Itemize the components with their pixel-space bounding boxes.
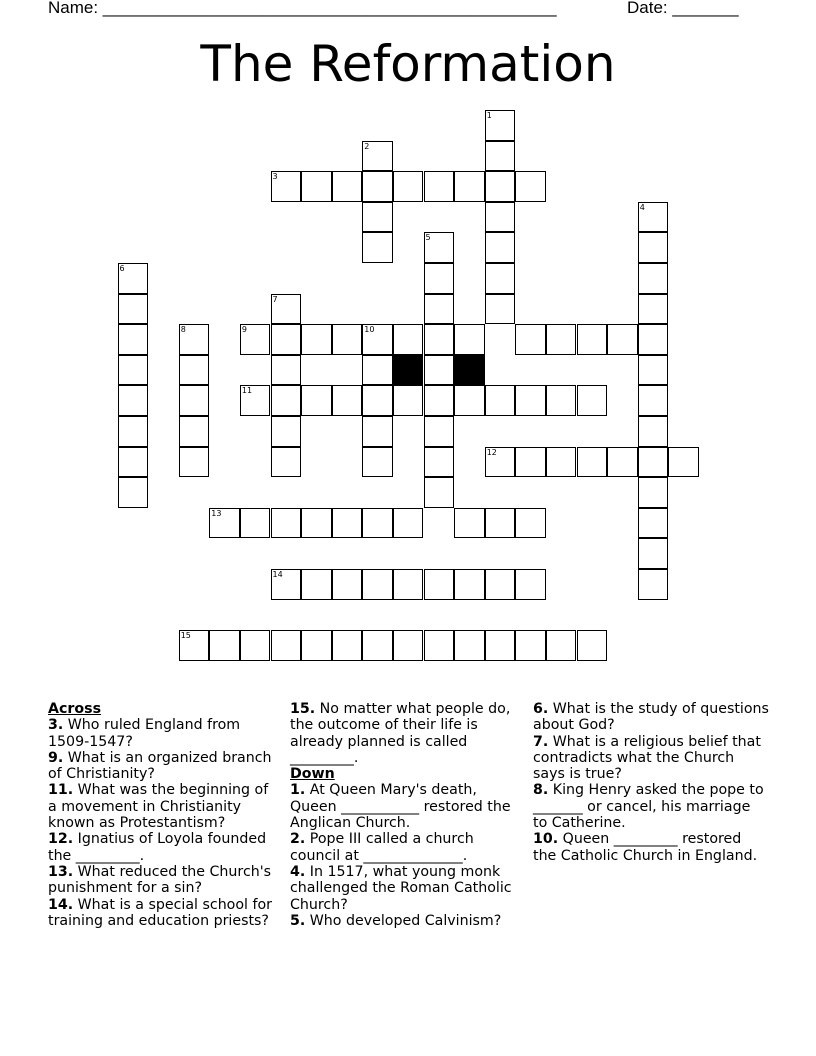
grid-cell[interactable] <box>638 355 669 386</box>
grid-cell[interactable] <box>332 630 363 661</box>
grid-cell[interactable] <box>118 447 149 478</box>
clue-item-text: Ignatius of Loyola founded the _________. <box>48 831 267 864</box>
clue-item <box>533 782 769 831</box>
grid-cell[interactable] <box>271 630 302 661</box>
grid-cell[interactable] <box>515 324 546 355</box>
grid-cell[interactable] <box>485 630 516 661</box>
grid-cell[interactable] <box>271 355 302 386</box>
clue-item-text: What is the study of questions about God? <box>533 701 769 734</box>
grid-cell[interactable] <box>240 385 271 416</box>
grid-cell[interactable] <box>424 355 455 386</box>
clue-item-text: What is an organized branch of Christianity? <box>48 749 272 783</box>
clue-item <box>48 831 280 864</box>
clue-item-number: 13. <box>48 863 74 880</box>
clue-column-2 <box>290 701 526 929</box>
grid-cell[interactable] <box>301 171 332 202</box>
clue-item <box>48 717 280 750</box>
grid-cell[interactable] <box>271 385 302 416</box>
grid-cell[interactable] <box>362 232 393 263</box>
grid-cell[interactable] <box>301 569 332 600</box>
clue-item-number: 15. <box>290 701 316 717</box>
down-clue-list <box>290 782 526 929</box>
grid-cell[interactable] <box>362 355 393 386</box>
grid-cell[interactable] <box>118 355 149 386</box>
clue-item <box>290 913 526 929</box>
clue-item-text: Who developed Calvinism? <box>309 912 502 929</box>
clue-item-text: King Henry asked the pope to _______ or cancel, his marriage to Catherine. <box>533 782 764 832</box>
grid-cell[interactable] <box>607 324 638 355</box>
grid-cell[interactable] <box>424 324 455 355</box>
grid-cell[interactable] <box>179 324 210 355</box>
grid-cell[interactable] <box>454 508 485 539</box>
grid-cell[interactable] <box>424 416 455 447</box>
grid-cell[interactable] <box>362 447 393 478</box>
grid-cell[interactable] <box>515 569 546 600</box>
clue-item <box>533 734 769 783</box>
clue-number: 7 <box>272 294 278 304</box>
grid-cell[interactable] <box>638 232 669 263</box>
clue-item <box>48 782 280 831</box>
clue-item-number: 1. <box>290 782 306 799</box>
clue-number: 1 <box>486 111 492 120</box>
down-clue-list-continued <box>533 701 769 864</box>
grid-cell[interactable] <box>638 294 669 325</box>
black-cell <box>454 355 485 386</box>
clue-item-text: What was the beginning of a movement in Christianity known as Protestantism? <box>48 782 269 832</box>
grid-cell[interactable] <box>607 447 638 478</box>
grid-cell[interactable] <box>332 385 363 416</box>
clue-item-text: What is a special school for training and education priests? <box>48 896 273 929</box>
clue-item-number: 7. <box>533 733 549 750</box>
grid-cell[interactable] <box>515 171 546 202</box>
clue-item-number: 5. <box>290 912 306 929</box>
grid-cell[interactable] <box>332 324 363 355</box>
clue-number: 13 <box>211 508 222 518</box>
across-clue-list-continued <box>290 701 526 766</box>
clue-item-number: 3. <box>48 717 64 734</box>
grid-cell[interactable] <box>485 385 516 416</box>
clue-number: 6 <box>119 264 125 273</box>
grid-cell[interactable] <box>271 171 302 202</box>
clue-number: 2 <box>364 141 370 151</box>
grid-cell[interactable] <box>362 324 393 355</box>
clue-item-text: In 1517, what young monk challenged the Roman Catholic Church? <box>290 863 512 913</box>
grid-cell[interactable] <box>485 202 516 233</box>
clue-number: 8 <box>180 325 186 335</box>
clue-item <box>290 701 526 766</box>
grid-cell[interactable] <box>485 508 516 539</box>
grid-cell[interactable] <box>179 355 210 386</box>
grid-cell[interactable] <box>332 569 363 600</box>
clue-item-number: 6. <box>533 701 549 717</box>
grid-cell[interactable] <box>638 538 669 569</box>
grid-cell[interactable] <box>638 416 669 447</box>
grid-cell[interactable] <box>271 508 302 539</box>
grid-cell[interactable] <box>577 447 608 478</box>
clue-number: 15 <box>180 631 191 641</box>
grid-cell[interactable] <box>577 324 608 355</box>
grid-cell[interactable] <box>638 263 669 294</box>
clue-column-1 <box>48 701 280 929</box>
clue-number: 12 <box>486 447 497 457</box>
grid-cell[interactable] <box>393 569 424 600</box>
grid-cell[interactable] <box>424 569 455 600</box>
grid-cell[interactable] <box>638 324 669 355</box>
grid-cell[interactable] <box>454 569 485 600</box>
clue-number: 11 <box>241 386 253 396</box>
page-title: The Reformation <box>200 35 616 93</box>
clue-item-text: What is a religious belief that contradicts what the Church says is true? <box>533 733 761 783</box>
grid-cell[interactable] <box>118 294 149 325</box>
grid-cell[interactable] <box>393 630 424 661</box>
grid-cell[interactable] <box>209 508 240 539</box>
grid-cell[interactable] <box>454 324 485 355</box>
grid-cell[interactable] <box>638 202 669 233</box>
grid-cell[interactable] <box>362 385 393 416</box>
date-field-label: Date: _______ <box>627 0 739 17</box>
grid-cell[interactable] <box>424 171 455 202</box>
clue-column-3 <box>533 701 769 864</box>
clue-item-number: 14. <box>48 896 74 913</box>
grid-cell[interactable] <box>424 232 455 263</box>
grid-cell[interactable] <box>362 630 393 661</box>
grid-cell[interactable] <box>485 569 516 600</box>
grid-cell[interactable] <box>515 630 546 661</box>
grid-cell[interactable] <box>424 477 455 508</box>
grid-cell[interactable] <box>362 416 393 447</box>
grid-cell[interactable] <box>362 508 393 539</box>
grid-cell[interactable] <box>209 630 240 661</box>
grid-cell[interactable] <box>485 447 516 478</box>
clue-item <box>48 864 280 897</box>
grid-cell[interactable] <box>301 508 332 539</box>
grid-cell[interactable] <box>454 630 485 661</box>
grid-cell[interactable] <box>118 385 149 416</box>
grid-cell[interactable] <box>454 385 485 416</box>
grid-cell[interactable] <box>638 447 669 478</box>
clue-number: 9 <box>241 325 247 335</box>
clue-number: 5 <box>425 233 431 243</box>
grid-cell[interactable] <box>240 324 271 355</box>
clue-item-text: Pope III called a church council at ______________. <box>290 831 474 864</box>
grid-cell[interactable] <box>454 171 485 202</box>
grid-cell[interactable] <box>271 324 302 355</box>
grid-cell[interactable] <box>393 385 424 416</box>
clue-item-text: At Queen Mary's death, Queen ___________ restored the Anglican Church. <box>290 782 511 832</box>
clue-item <box>290 782 526 831</box>
grid-cell[interactable] <box>485 171 516 202</box>
grid-cell[interactable] <box>515 508 546 539</box>
clue-item-number: 12. <box>48 831 74 848</box>
grid-cell[interactable] <box>118 324 149 355</box>
clue-item-text: No matter what people do, the outcome of their life is already planned is called _________. <box>290 701 511 766</box>
grid-cell[interactable] <box>362 202 393 233</box>
grid-cell[interactable] <box>424 263 455 294</box>
clue-item <box>533 831 769 864</box>
grid-cell[interactable] <box>424 630 455 661</box>
clue-item <box>533 701 769 734</box>
clue-item-number: 8. <box>533 782 549 799</box>
clue-number: 4 <box>639 202 645 212</box>
name-field-label: Name: ________________________________________________ <box>48 0 557 17</box>
clue-item-number: 10. <box>533 831 559 848</box>
grid-cell[interactable] <box>393 508 424 539</box>
grid-cell[interactable] <box>118 263 149 294</box>
grid-cell[interactable] <box>485 141 516 172</box>
grid-cell[interactable] <box>485 294 516 325</box>
grid-cell[interactable] <box>332 171 363 202</box>
grid-cell[interactable] <box>577 385 608 416</box>
grid-cell[interactable] <box>485 232 516 263</box>
grid-cell[interactable] <box>362 569 393 600</box>
grid-cell[interactable] <box>638 508 669 539</box>
grid-cell[interactable] <box>424 385 455 416</box>
grid-cell[interactable] <box>301 324 332 355</box>
grid-cell[interactable] <box>271 416 302 447</box>
grid-cell[interactable] <box>546 630 577 661</box>
grid-cell[interactable] <box>638 569 669 600</box>
down-heading: Down <box>290 766 335 783</box>
grid-cell[interactable] <box>424 447 455 478</box>
across-clue-list <box>48 717 280 929</box>
clue-item <box>290 864 526 913</box>
grid-cell[interactable] <box>240 630 271 661</box>
grid-cell[interactable] <box>393 324 424 355</box>
grid-cell[interactable] <box>515 385 546 416</box>
clue-item <box>48 897 280 930</box>
grid-cell[interactable] <box>118 416 149 447</box>
clue-item-text: Who ruled England from 1509-1547? <box>48 717 241 750</box>
clue-item-text: What reduced the Church's punishment for a sin? <box>48 863 272 897</box>
grid-cell[interactable] <box>638 385 669 416</box>
clue-item <box>290 831 526 864</box>
black-cell <box>393 355 424 386</box>
clue-number: 14 <box>272 570 283 579</box>
grid-cell[interactable] <box>668 447 699 478</box>
grid-cell[interactable] <box>515 447 546 478</box>
grid-cell[interactable] <box>179 416 210 447</box>
grid-cell[interactable] <box>271 294 302 325</box>
grid-cell[interactable] <box>271 569 302 600</box>
grid-cell[interactable] <box>577 630 608 661</box>
grid-cell[interactable] <box>332 508 363 539</box>
clue-item-number: 4. <box>290 863 306 880</box>
grid-cell[interactable] <box>546 385 577 416</box>
clue-item <box>48 750 280 783</box>
clue-item-number: 11. <box>48 782 74 799</box>
clue-item-number: 9. <box>48 749 64 766</box>
clue-item-number: 2. <box>290 831 306 848</box>
grid-cell[interactable] <box>485 110 516 141</box>
grid-cell[interactable] <box>485 263 516 294</box>
grid-cell[interactable] <box>240 508 271 539</box>
grid-cell[interactable] <box>424 294 455 325</box>
grid-cell[interactable] <box>301 630 332 661</box>
grid-cell[interactable] <box>362 171 393 202</box>
grid-cell[interactable] <box>271 447 302 478</box>
grid-cell[interactable] <box>179 630 210 661</box>
grid-cell[interactable] <box>638 477 669 508</box>
grid-cell[interactable] <box>179 385 210 416</box>
grid-cell[interactable] <box>362 141 393 172</box>
grid-cell[interactable] <box>118 477 149 508</box>
clue-number: 3 <box>272 172 278 182</box>
grid-cell[interactable] <box>301 385 332 416</box>
clue-number: 10 <box>364 325 375 335</box>
grid-cell[interactable] <box>393 171 424 202</box>
grid-cell[interactable] <box>546 447 577 478</box>
grid-cell[interactable] <box>179 447 210 478</box>
across-heading: Across <box>48 701 102 717</box>
grid-cell[interactable] <box>546 324 577 355</box>
clue-item-text: Queen _________ restored the Catholic Church in England. <box>533 831 758 864</box>
